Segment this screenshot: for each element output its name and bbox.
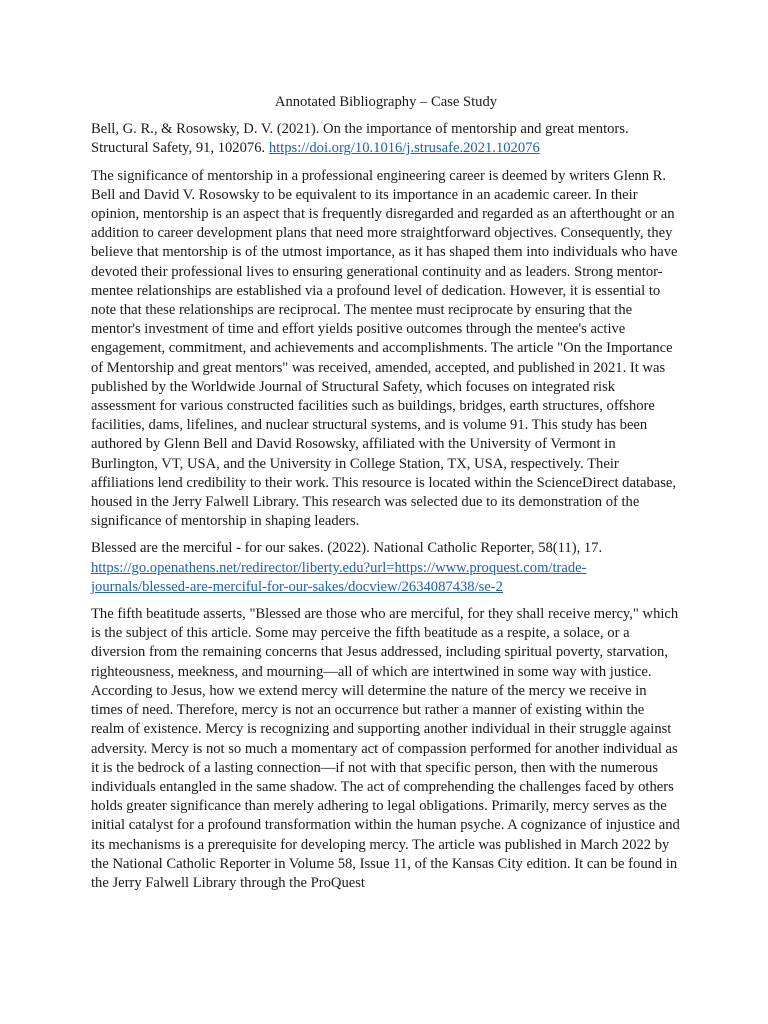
citation-2-url-link[interactable]: https://go.openathens.net/redirector/liberty.edu?url=https://www.proquest.com/trade-journals/blessed-are-merciful-for-our-sakes/docview/2634087438/se-2: [91, 559, 587, 595]
document-title: Annotated Bibliography – Case Study: [274, 94, 498, 110]
annotation-2: The fifth beatitude asserts, "Blessed are those who are merciful, for they shall receive mercy," which is the subject of this article. Some may perceive the fifth beatitude as a respite, a solace, or a diversion from the remaining concerns that Jesus addressed, including spiritual poverty, starvation, righteousness, meekness, and mourning—all of which are intertwined in some way with justice. According to Jesus, how we extend mercy will determine the nature of the mercy we receive in times of need. Therefore, mercy is not an occurrence but rather a manner of existing within the realm of existence. Mercy is recognizing and supporting another individual in their struggle against adversity. Mercy is not so much a momentary act of compassion performed for another individual as it is the bedrock of a lasting connection—if not with that specific person, then with the numerous individuals entangled in the same shadow. The act of comprehending the challenges faced by others holds greater significance than merely adhering to legal obligations. Primarily, mercy serves as the initial catalyst for a profound transformation within the human psyche. A cognizance of injustice and its mechanisms is a prerequisite for developing mercy. The article was published in March 2022 by the National Catholic Reporter in Volume 58, Issue 11, of the Kansas City edition. It can be found in the Jerry Falwell Library through the ProQuest: [91, 606, 680, 891]
citation-1: [91, 120, 681, 158]
citation-1-doi-link[interactable]: https://doi.org/10.1016/j.strusafe.2021.102076: [268, 140, 540, 157]
citation-2-text: Blessed are the merciful - for our sakes. (2022). National Catholic Reporter, 58(11), 17.: [91, 540, 603, 557]
annotation-1: The significance of mentorship in a professional engineering career is deemed by writers Glenn R. Bell and David V. Rosowsky to be equivalent to its importance in an academic career. In their opinion, mentorship is an aspect that is frequently disregarded and regarded as an afterthought or an addition to career development plans that need more straightforward objectives. Consequently, they believe that mentorship is of the utmost importance, as it has shaped them into individuals who have devoted their professional lives to ensuring generational continuity and as leaders. Strong mentor-mentee relationships are established via a profound level of dedication. However, it is essential to note that these relationships are reciprocal. The mentee must reciprocate by ensuring that the mentor's investment of time and effort yields positive outcomes through the mentee's active engagement, commitment, and achievements and accomplishments. The article "On the Importance of Mentorship and great mentors" was received, amended, accepted, and published in 2021. It was published by the Worldwide Journal of Structural Safety, which focuses on integrated risk assessment for various constructed facilities such as buildings, bridges, earth structures, offshore facilities, dams, lifelines, and nuclear structural systems, and is volume 91. This study has been authored by Glenn Bell and David Rosowsky, affiliated with the University of Vermont in Burlington, VT, USA, and the University in College Station, TX, USA, respectively. Their affiliations lend credibility to their work. This resource is located within the ScienceDirect database, housed in the Jerry Falwell Library. This research was selected due to its demonstration of the significance of mentorship in shaping leaders.: [91, 167, 678, 530]
citation-1-text: Bell, G. R., & Rosowsky, D. V. (2021). On the importance of mentorship and great mentors. Structural Safety, 91, 102076.: [91, 121, 629, 157]
citation-2: [91, 539, 681, 597]
document-page: [91, 93, 681, 901]
